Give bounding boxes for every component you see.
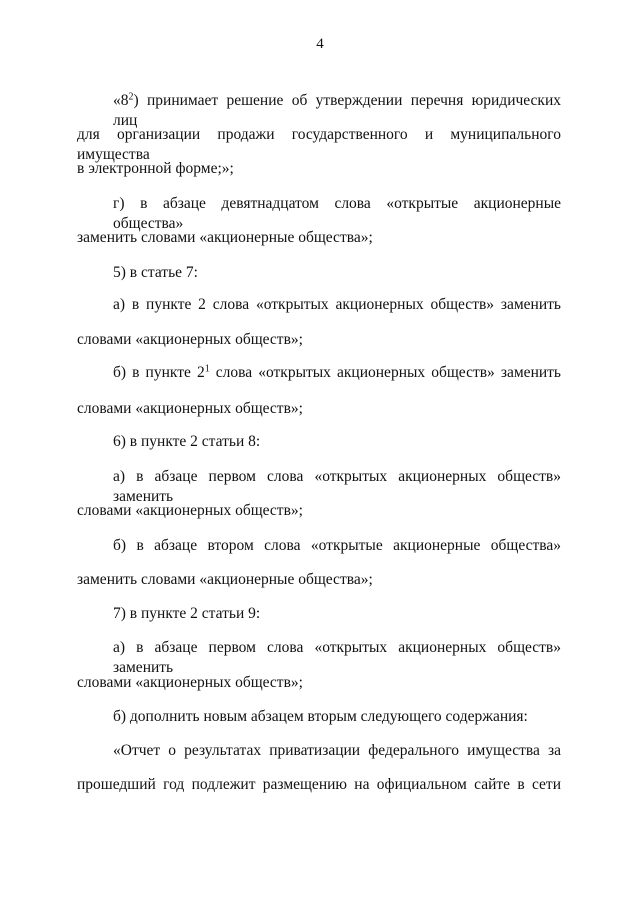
text-line-8: словами «акционерных обществ»; [77, 331, 303, 348]
text-fragment: ) принимает решение об утверждении перечня юридических лиц [113, 92, 561, 129]
text-line-10: словами «акционерных обществ»; [77, 400, 303, 417]
text-line-15: заменить словами «акционерные общества»; [77, 571, 373, 588]
text-line-16: 7) в пункте 2 статьи 9: [113, 605, 261, 622]
text-line-4: г) в абзаце девятнадцатом слова «открытые акционерные общества» [113, 195, 561, 232]
text-line-11: 6) в пункте 2 статьи 8: [113, 433, 261, 450]
text-line-19: б) дополнить новым абзацем вторым следующего содержания: [113, 708, 528, 725]
text-line-17: а) в абзаце первом слова «открытых акционерных обществ» заменить [113, 639, 561, 676]
text-fragment: б) в пункте 2 [113, 364, 205, 381]
text-line-13: словами «акционерных обществ»; [77, 502, 303, 519]
text-line-6: 5) в статье 7: [113, 264, 198, 281]
text-line-7: а) в пункте 2 слова «открытых акционерных обществ» заменить [113, 296, 561, 313]
text-fragment: слова «открытых акционерных обществ» заменить [209, 364, 561, 381]
text-line-3: в электронной форме;»; [77, 160, 234, 177]
text-fragment: «8 [113, 92, 129, 109]
superscript: 2 [128, 91, 134, 103]
page-number: 4 [316, 36, 324, 52]
text-line-12: а) в абзаце первом слова «открытых акционерных обществ» заменить [113, 468, 561, 505]
superscript: 1 [204, 363, 210, 375]
text-line-9 [113, 363, 561, 383]
text-line-18: словами «акционерных обществ»; [77, 674, 303, 691]
text-line-2: для организации продажи государственного и муниципального имущества [77, 126, 561, 163]
text-line-20: «Отчет о результатах приватизации федерального имущества за [113, 742, 561, 759]
text-line-14: б) в абзаце втором слова «открытые акционерные общества» [113, 537, 561, 554]
text-line-21: прошедший год подлежит размещению на официальном сайте в сети [77, 776, 561, 793]
text-line-5: заменить словами «акционерные общества»; [77, 229, 373, 246]
